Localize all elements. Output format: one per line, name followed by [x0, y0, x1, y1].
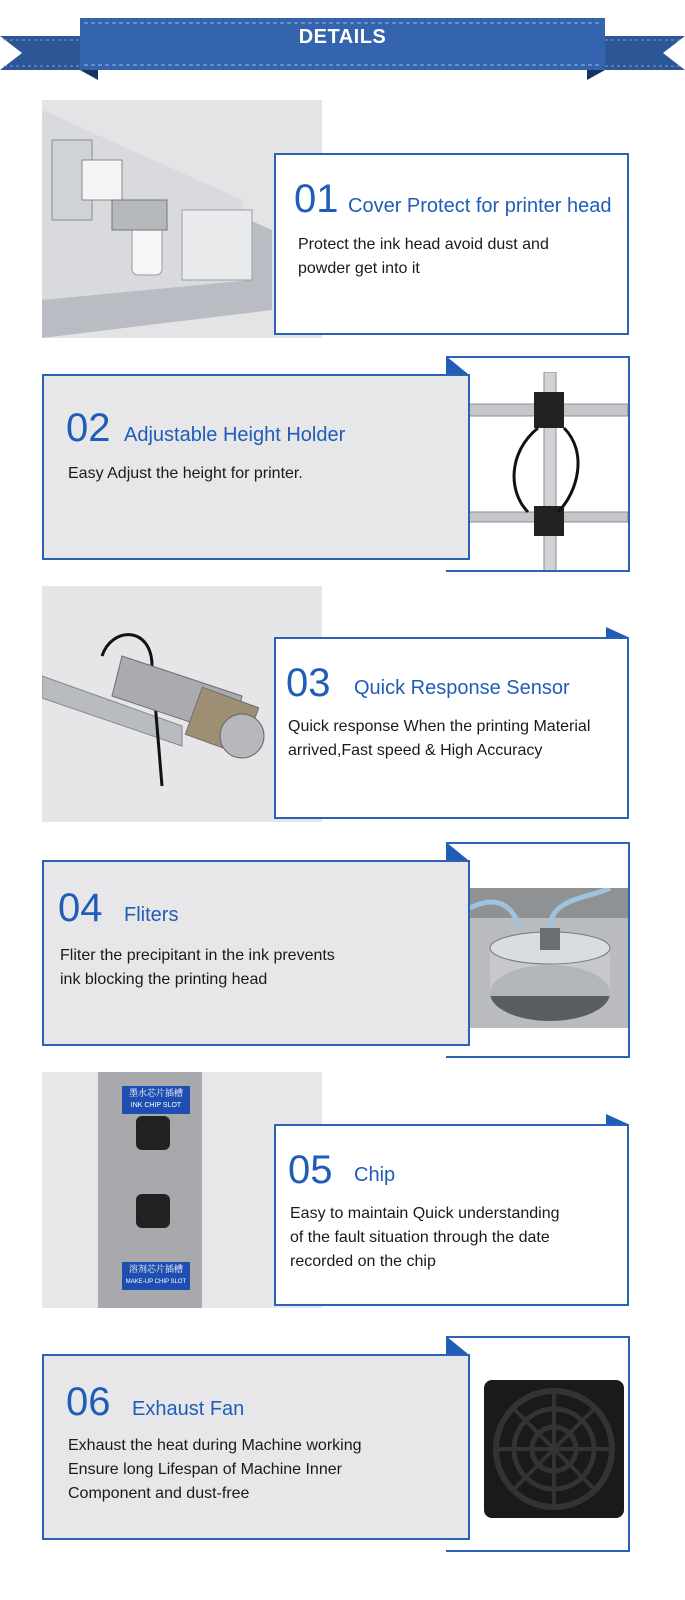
feature-title: Adjustable Height Holder	[124, 424, 346, 446]
feature-description: Quick response When the printing Material arrived,Fast speed & High Accuracy	[288, 718, 591, 759]
makeup-slot-label-en: MAKE-UP CHIP SLOT	[125, 1279, 187, 1285]
feature-title: Exhaust Fan	[132, 1398, 245, 1420]
feature-number: 02	[66, 406, 111, 450]
feature-number: 06	[66, 1380, 111, 1424]
photo-frame	[446, 1336, 630, 1552]
photo-frame	[446, 842, 630, 1058]
chip-slot-label-cn: 墨水芯片插槽	[128, 1088, 183, 1098]
feature-card-02	[42, 374, 470, 560]
feature-description: Fliter the precipitant in the ink prevents ink blocking the printing head	[60, 947, 335, 988]
feature-number: 04	[58, 886, 103, 930]
page-title: DETAILS	[298, 26, 387, 48]
feature-description: Exhaust the heat during Machine working Ensure long Lifespan of Machine Inner Component and dust-free	[68, 1437, 362, 1502]
feature-title: Fliters	[124, 904, 179, 926]
feature-card-04	[42, 860, 470, 1046]
corner-fold-icon	[606, 1114, 630, 1126]
feature-title: Chip	[354, 1164, 396, 1186]
makeup-slot-label-cn: 溶剂芯片插槽	[128, 1264, 183, 1274]
chip-slot-label-en: INK CHIP SLOT	[130, 1102, 182, 1109]
feature-card-05	[274, 1124, 629, 1306]
feature-number: 03	[286, 661, 331, 705]
feature-card-03	[274, 637, 629, 819]
feature-card-01	[274, 153, 629, 335]
feature-description: Protect the ink head avoid dust and powder get into it	[298, 236, 549, 277]
feature-title: Cover Protect for printer head	[348, 195, 612, 217]
feature-number: 05	[288, 1148, 333, 1192]
feature-description: Easy to maintain Quick understanding of the fault situation through the date recorded on the chip	[290, 1205, 560, 1270]
feature-card-06	[42, 1354, 470, 1540]
feature-description: Easy Adjust the height for printer.	[68, 465, 303, 482]
feature-number: 01	[294, 177, 339, 221]
corner-fold-icon	[606, 627, 630, 639]
feature-title: Quick Response Sensor	[354, 677, 570, 699]
photo-frame	[446, 356, 630, 572]
